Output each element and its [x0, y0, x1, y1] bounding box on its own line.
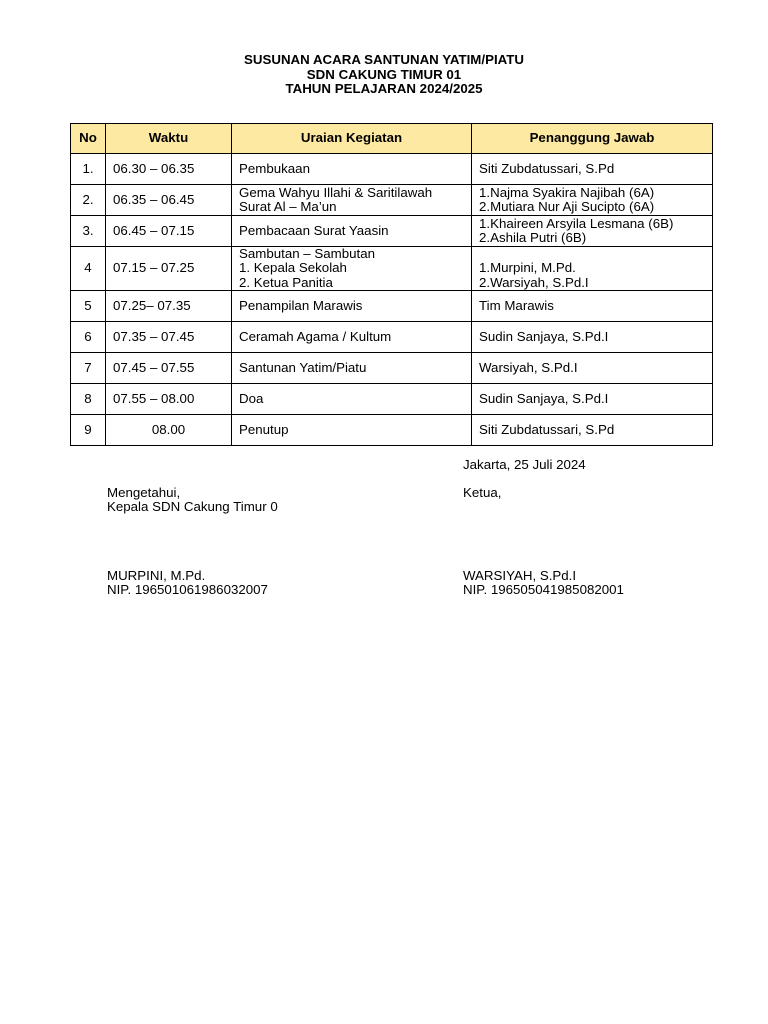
- table-body: [71, 154, 713, 446]
- title-line-1: SUSUNAN ACARA SANTUNAN YATIM/PIATU: [244, 52, 524, 67]
- cell-uraian: [232, 216, 472, 247]
- cell-waktu: 07.25– 07.35: [106, 291, 232, 322]
- uraian-line: 1. Kepala Sekolah: [239, 260, 347, 276]
- table-row: [71, 322, 713, 353]
- cell-no: 4: [71, 247, 106, 291]
- cell-uraian: [232, 353, 472, 384]
- cell-uraian: [232, 154, 472, 185]
- cell-waktu: 07.15 – 07.25: [106, 247, 232, 291]
- cell-uraian: [232, 247, 472, 291]
- cell-uraian: [232, 384, 472, 415]
- pj-line: 2.Ashila Putri (6B): [479, 230, 587, 245]
- cell-penanggung-jawab: [472, 216, 713, 247]
- uraian-line: Penutup: [239, 422, 289, 438]
- cell-no: 1.: [71, 154, 106, 185]
- pj-line: 2.Mutiara Nur Aji Sucipto (6A): [479, 199, 655, 214]
- title-line-3: TAHUN PELAJARAN 2024/2025: [285, 81, 483, 96]
- right-signature-nip: NIP. 196505041985082001: [463, 582, 624, 597]
- left-signature-name: MURPINI, M.Pd.: [107, 568, 206, 583]
- cell-penanggung-jawab: [472, 384, 713, 415]
- table-row: [71, 353, 713, 384]
- cell-waktu: 07.45 – 07.55: [106, 353, 232, 384]
- uraian-line: Pembacaan Surat Yaasin: [239, 222, 389, 238]
- document-title: [0, 53, 768, 97]
- table-row: [71, 291, 713, 322]
- pj-line: Tim Marawis: [479, 298, 554, 314]
- pj-line: 2.Warsiyah, S.Pd.I: [479, 274, 589, 290]
- uraian-line: Gema Wahyu Illahi & Saritilawah: [239, 184, 433, 200]
- table-row: [71, 185, 713, 216]
- pj-line: 1.Najma Syakira Najibah (6A): [479, 184, 655, 200]
- pj-line: Sudin Sanjaya, S.Pd.I: [479, 329, 609, 345]
- cell-uraian: [232, 322, 472, 353]
- cell-penanggung-jawab: [472, 353, 713, 384]
- cell-waktu: 06.30 – 06.35: [106, 154, 232, 185]
- header-no: No: [71, 124, 106, 154]
- pj-line: Sudin Sanjaya, S.Pd.I: [479, 391, 609, 407]
- cell-penanggung-jawab: [472, 185, 713, 216]
- cell-penanggung-jawab: [472, 322, 713, 353]
- cell-penanggung-jawab: [472, 247, 713, 291]
- cell-no: 3.: [71, 216, 106, 247]
- cell-penanggung-jawab: [472, 415, 713, 446]
- pj-line: Siti Zubdatussari, S.Pd: [479, 160, 615, 176]
- header-uraian: Uraian Kegiatan: [232, 124, 472, 154]
- uraian-line: 2. Ketua Panitia: [239, 274, 333, 290]
- header-waktu: Waktu: [106, 124, 232, 154]
- cell-no: 5: [71, 291, 106, 322]
- cell-penanggung-jawab: [472, 154, 713, 185]
- header-penanggung-jawab: Penanggung Jawab: [472, 124, 713, 154]
- table-row: [71, 415, 713, 446]
- table-header-row: [71, 124, 713, 154]
- schedule-table: [70, 123, 713, 446]
- pj-line: Siti Zubdatussari, S.Pd: [479, 422, 615, 438]
- cell-no: 8: [71, 384, 106, 415]
- table-row: [71, 154, 713, 185]
- cell-waktu: 08.00: [106, 415, 232, 446]
- uraian-line: Sambutan – Sambutan: [239, 246, 376, 261]
- place-date: Jakarta, 25 Juli 2024: [463, 457, 586, 472]
- pj-line: 1.Murpini, M.Pd.: [479, 260, 576, 276]
- left-signature-label-1: Mengetahui,: [107, 485, 181, 500]
- cell-uraian: [232, 415, 472, 446]
- uraian-line: Surat Al – Ma’un: [239, 199, 337, 214]
- uraian-line: Santunan Yatim/Piatu: [239, 360, 367, 376]
- cell-no: 7: [71, 353, 106, 384]
- left-signature-label-2: Kepala SDN Cakung Timur 0: [107, 499, 278, 514]
- cell-waktu: 07.35 – 07.45: [106, 322, 232, 353]
- table-row: [71, 247, 713, 291]
- cell-penanggung-jawab: [472, 291, 713, 322]
- cell-no: 6: [71, 322, 106, 353]
- pj-line: 1.Khaireen Arsyila Lesmana (6B): [479, 215, 674, 231]
- right-signature-name: WARSIYAH, S.Pd.I: [463, 568, 577, 583]
- left-signature-nip: NIP. 196501061986032007: [107, 582, 268, 597]
- cell-waktu: 06.35 – 06.45: [106, 185, 232, 216]
- title-line-2: SDN CAKUNG TIMUR 01: [306, 66, 462, 82]
- uraian-line: Penampilan Marawis: [239, 298, 363, 314]
- cell-waktu: 07.55 – 08.00: [106, 384, 232, 415]
- table-row: [71, 216, 713, 247]
- table-row: [71, 384, 713, 415]
- cell-uraian: [232, 185, 472, 216]
- cell-no: 2.: [71, 185, 106, 216]
- right-signature-label: Ketua,: [463, 485, 502, 500]
- cell-no: 9: [71, 415, 106, 446]
- uraian-line: Pembukaan: [239, 160, 310, 176]
- pj-line: Warsiyah, S.Pd.I: [479, 360, 578, 376]
- uraian-line: Ceramah Agama / Kultum: [239, 329, 392, 345]
- cell-uraian: [232, 291, 472, 322]
- cell-waktu: 06.45 – 07.15: [106, 216, 232, 247]
- uraian-line: Doa: [239, 391, 264, 407]
